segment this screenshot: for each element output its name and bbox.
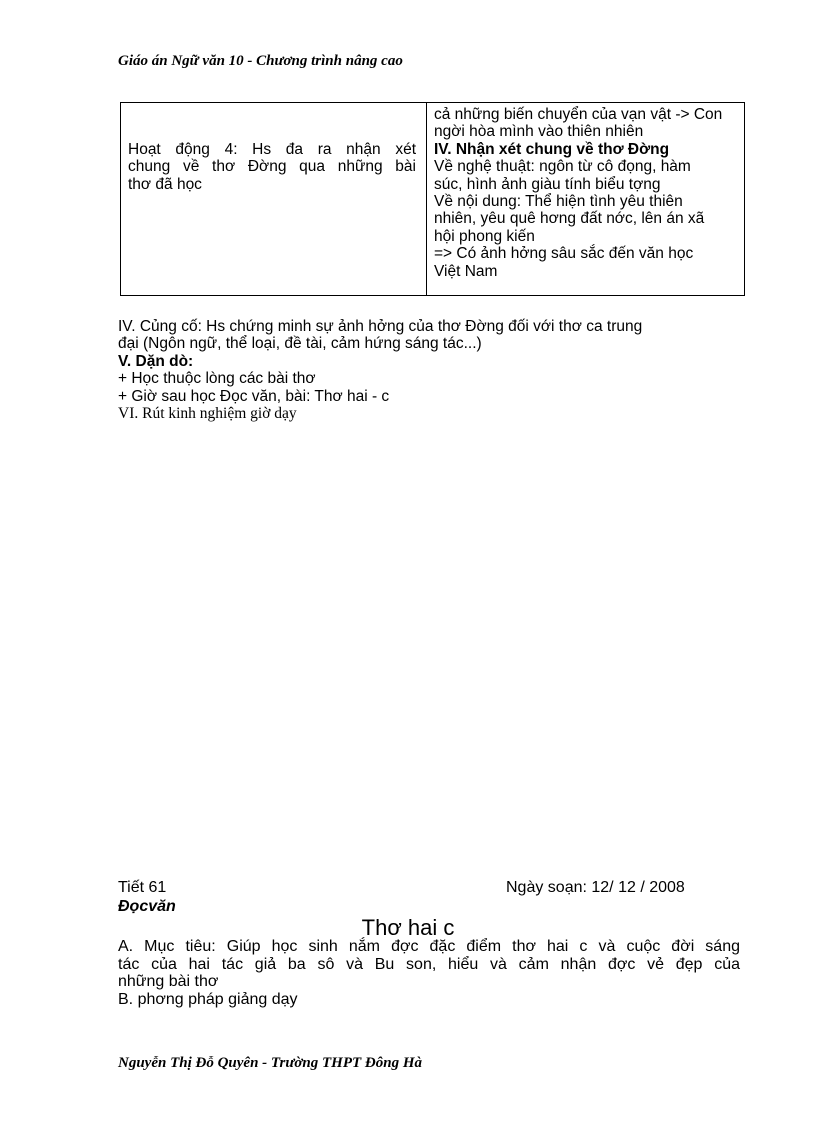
experience-line: VI. Rút kinh nghiệm giờ dạy — [118, 405, 297, 423]
content-line: hội phong kiến — [434, 227, 535, 245]
consolidation-line: đại (Ngôn ngữ, thể loại, đề tài, cảm hứng sáng tác...) — [118, 335, 482, 353]
content-line: => Có ảnh hởng sâu sắc đến văn học — [434, 245, 694, 263]
content-line: Việt Nam — [434, 262, 498, 280]
content-line: súc, hình ảnh giàu tính biểu tợng — [434, 175, 661, 193]
method-line: B. phơng pháp giảng dạy — [118, 990, 298, 1008]
homework-item: + Giờ sau học Đọc văn, bài: Thơ hai - c — [118, 387, 390, 405]
activity-cell — [121, 103, 427, 296]
content-line: cả những biến chuyển của vạn vật -> Con — [434, 106, 723, 123]
activity-line: chung về thơ Đờng qua những bài — [128, 158, 416, 176]
consolidation-line: IV. Củng cố: Hs chứng minh sự ảnh hởng của thơ Đờng đối với thơ ca trung — [118, 318, 643, 335]
page-header: Giáo án Ngữ văn 10 - Chương trình nâng cao — [118, 53, 403, 69]
content-line: nhiên, yêu quê hơng đất nớc, lên án xã — [434, 210, 705, 228]
activity-line: thơ đã học — [128, 175, 202, 193]
objective-line: những bài thơ — [118, 973, 219, 990]
table-row — [121, 103, 745, 296]
lesson-table — [120, 102, 745, 296]
content-line: Về nội dung: Thể hiện tình yêu thiên — [434, 193, 683, 211]
content-cell — [427, 103, 745, 296]
objectives-section — [118, 938, 740, 1008]
homework-title: V. Dặn dò: — [118, 352, 194, 370]
objective-line: tác của hai tác giả ba sô và Bu son, hiểu và cảm nhận đợc vẻ đẹp của — [118, 955, 740, 973]
consolidation-section — [118, 318, 738, 422]
content-line: ngời hòa mình vào thiên nhiên — [434, 123, 644, 141]
content-line: Về nghệ thuật: ngôn từ cô đọng, hàm — [434, 158, 691, 176]
period-label: Tiết 61 — [118, 879, 167, 896]
lesson-title: Thơ hai c — [361, 915, 455, 940]
section-heading: IV. Nhận xét chung về thơ Đờng — [434, 140, 670, 158]
date-label: Ngày soạn: 12/ 12 / 2008 — [506, 879, 685, 896]
lesson-type: Đọcvăn — [118, 898, 176, 915]
page-footer: Nguyễn Thị Đỗ Quyên - Trường THPT Đông Hà — [118, 1055, 422, 1071]
objective-line: A. Mục tiêu: Giúp học sinh nắm đợc đặc điểm thơ hai c và cuộc đời sáng — [118, 938, 740, 955]
activity-line: Hoạt động 4: Hs đa ra nhận xét — [128, 141, 416, 158]
homework-item: + Học thuộc lòng các bài thơ — [118, 370, 316, 388]
